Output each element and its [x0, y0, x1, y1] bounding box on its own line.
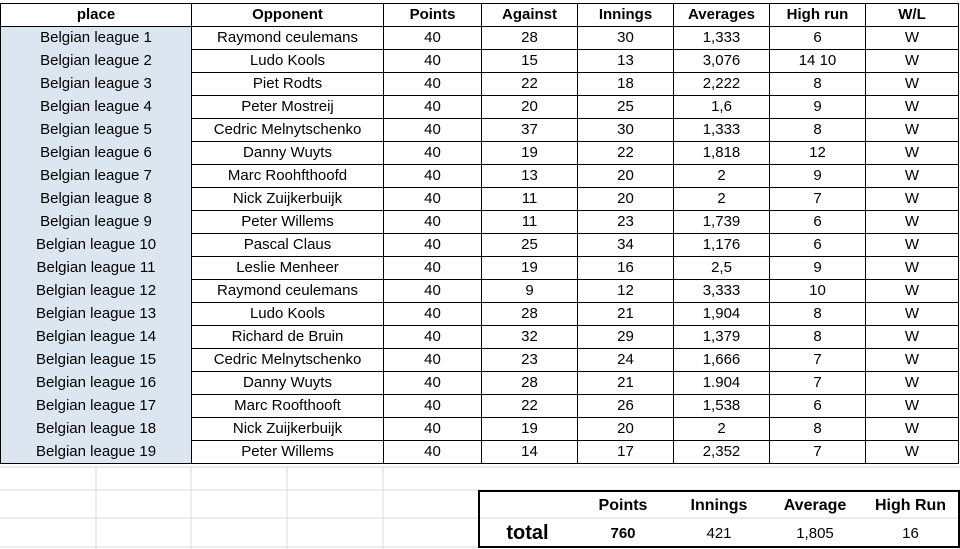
cell-innings[interactable]: 22 [578, 142, 674, 165]
cell-points[interactable]: 40 [384, 372, 482, 395]
totals-header-innings[interactable]: Innings [690, 497, 748, 514]
cell-place[interactable]: Belgian league 1 [1, 27, 192, 50]
cell-high-run[interactable]: 6 [770, 211, 866, 234]
table-row [1, 280, 959, 303]
cell-averages[interactable]: 1,6 [674, 96, 770, 119]
cell-opponent[interactable]: Peter Willems [192, 211, 384, 234]
cell-place[interactable]: Belgian league 11 [1, 257, 192, 280]
table-row [1, 50, 959, 73]
cell-averages[interactable]: 2,222 [674, 73, 770, 96]
cell-points[interactable]: 40 [384, 188, 482, 211]
cell-opponent[interactable]: Ludo Kools [192, 303, 384, 326]
cell-wl[interactable]: W [866, 303, 959, 326]
table-header-row [1, 4, 959, 27]
cell-averages[interactable]: 2,352 [674, 441, 770, 464]
totals-header-row [479, 491, 959, 520]
table-row [1, 257, 959, 280]
cell-opponent[interactable]: Raymond ceulemans [192, 280, 384, 303]
cell-averages[interactable]: 2 [674, 418, 770, 441]
cell-against[interactable]: 11 [482, 211, 578, 234]
cell-innings[interactable]: 12 [578, 280, 674, 303]
cell-averages[interactable]: 1,333 [674, 27, 770, 50]
cell-points[interactable]: 40 [384, 280, 482, 303]
cell-high-run[interactable]: 6 [770, 395, 866, 418]
cell-innings[interactable]: 26 [578, 395, 674, 418]
cell-averages[interactable]: 3,333 [674, 280, 770, 303]
cell-high-run[interactable]: 9 [770, 165, 866, 188]
header-place[interactable]: place [1, 4, 192, 27]
cell-wl[interactable]: W [866, 280, 959, 303]
cell-wl[interactable]: W [866, 418, 959, 441]
cell-points[interactable]: 40 [384, 165, 482, 188]
cell-innings[interactable]: 17 [578, 441, 674, 464]
cell-wl[interactable]: W [866, 165, 959, 188]
totals-table [478, 490, 960, 548]
cell-innings[interactable]: 30 [578, 119, 674, 142]
table-row [1, 372, 959, 395]
cell-opponent[interactable]: Peter Mostreij [192, 96, 384, 119]
cell-high-run[interactable]: 9 [770, 257, 866, 280]
cell-innings[interactable]: 21 [578, 303, 674, 326]
cell-averages[interactable]: 1,666 [674, 349, 770, 372]
cell-high-run[interactable]: 10 [770, 280, 866, 303]
table-row [1, 234, 959, 257]
totals-label[interactable]: total [506, 521, 549, 544]
cell-against[interactable]: 22 [482, 73, 578, 96]
cell-wl[interactable]: W [866, 395, 959, 418]
cell-wl[interactable]: W [866, 119, 959, 142]
cell-points[interactable]: 40 [384, 234, 482, 257]
cell-opponent[interactable]: Raymond ceulemans [192, 27, 384, 50]
totals-points-value[interactable]: 760 [610, 524, 636, 542]
cell-averages[interactable]: 2,5 [674, 257, 770, 280]
header-innings[interactable]: Innings [578, 4, 674, 27]
table-row [1, 441, 959, 464]
table-row [1, 119, 959, 142]
cell-points[interactable]: 40 [384, 395, 482, 418]
cell-high-run[interactable]: 9 [770, 96, 866, 119]
cell-high-run[interactable]: 6 [770, 234, 866, 257]
table-row [1, 96, 959, 119]
cell-against[interactable]: 9 [482, 280, 578, 303]
match-results-table [0, 3, 959, 464]
cell-innings[interactable]: 13 [578, 50, 674, 73]
cell-innings[interactable]: 21 [578, 372, 674, 395]
cell-wl[interactable]: W [866, 27, 959, 50]
table-row [1, 395, 959, 418]
totals-average-value[interactable]: 1,805 [796, 524, 834, 542]
cell-high-run[interactable]: 7 [770, 441, 866, 464]
cell-against[interactable]: 28 [482, 372, 578, 395]
cell-wl[interactable]: W [866, 234, 959, 257]
cell-opponent[interactable]: Piet Rodts [192, 73, 384, 96]
cell-innings[interactable]: 30 [578, 27, 674, 50]
cell-averages[interactable]: 1.904 [674, 372, 770, 395]
header-against[interactable]: Against [482, 4, 578, 27]
cell-high-run[interactable]: 6 [770, 27, 866, 50]
cell-points[interactable]: 40 [384, 257, 482, 280]
cell-points[interactable]: 40 [384, 119, 482, 142]
cell-opponent[interactable]: Danny Wuyts [192, 142, 384, 165]
table-row [1, 165, 959, 188]
cell-innings[interactable]: 23 [578, 211, 674, 234]
totals-header-high-run[interactable]: High Run [874, 497, 947, 514]
cell-opponent[interactable]: Leslie Menheer [192, 257, 384, 280]
header-wl[interactable]: W/L [866, 4, 959, 27]
cell-innings[interactable]: 24 [578, 349, 674, 372]
cell-wl[interactable]: W [866, 257, 959, 280]
cell-against[interactable]: 13 [482, 165, 578, 188]
cell-innings[interactable]: 29 [578, 326, 674, 349]
cell-against[interactable]: 32 [482, 326, 578, 349]
totals-high-run-value[interactable]: 16 [902, 524, 919, 542]
cell-points[interactable]: 40 [384, 303, 482, 326]
cell-high-run[interactable]: 8 [770, 119, 866, 142]
cell-points[interactable]: 40 [384, 418, 482, 441]
cell-against[interactable]: 19 [482, 257, 578, 280]
cell-high-run[interactable]: 8 [770, 303, 866, 326]
cell-against[interactable]: 37 [482, 119, 578, 142]
cell-place[interactable]: Belgian league 8 [1, 188, 192, 211]
cell-place[interactable]: Belgian league 17 [1, 395, 192, 418]
cell-opponent[interactable]: Cedric Melnytschenko [192, 119, 384, 142]
table-row [1, 142, 959, 165]
cell-place[interactable]: Belgian league 15 [1, 349, 192, 372]
cell-place[interactable]: Belgian league 14 [1, 326, 192, 349]
cell-place[interactable]: Belgian league 6 [1, 142, 192, 165]
cell-opponent[interactable]: Danny Wuyts [192, 372, 384, 395]
cell-against[interactable]: 11 [482, 188, 578, 211]
cell-points[interactable]: 40 [384, 96, 482, 119]
header-opponent[interactable]: Opponent [192, 4, 384, 27]
cell-opponent[interactable]: Nick Zuijkerbuijk [192, 418, 384, 441]
cell-averages[interactable]: 1,818 [674, 142, 770, 165]
cell-points[interactable]: 40 [384, 211, 482, 234]
cell-against[interactable]: 28 [482, 303, 578, 326]
cell-high-run[interactable]: 8 [770, 73, 866, 96]
cell-opponent[interactable]: Nick Zuijkerbuijk [192, 188, 384, 211]
cell-place[interactable]: Belgian league 3 [1, 73, 192, 96]
cell-innings[interactable]: 34 [578, 234, 674, 257]
cell-points[interactable]: 40 [384, 142, 482, 165]
cell-high-run[interactable]: 7 [770, 372, 866, 395]
cell-against[interactable]: 19 [482, 418, 578, 441]
cell-wl[interactable]: W [866, 50, 959, 73]
cell-place[interactable]: Belgian league 2 [1, 50, 192, 73]
cell-averages[interactable]: 1,176 [674, 234, 770, 257]
cell-against[interactable]: 23 [482, 349, 578, 372]
cell-against[interactable]: 19 [482, 142, 578, 165]
cell-high-run[interactable]: 8 [770, 326, 866, 349]
cell-innings[interactable]: 20 [578, 165, 674, 188]
cell-against[interactable]: 22 [482, 395, 578, 418]
cell-wl[interactable]: W [866, 96, 959, 119]
cell-against[interactable]: 20 [482, 96, 578, 119]
cell-high-run[interactable]: 12 [770, 142, 866, 165]
cell-points[interactable]: 40 [384, 73, 482, 96]
cell-high-run[interactable]: 14 10 [770, 50, 866, 73]
cell-place[interactable]: Belgian league 16 [1, 372, 192, 395]
header-high-run[interactable]: High run [770, 4, 866, 27]
cell-wl[interactable]: W [866, 441, 959, 464]
table-row [1, 418, 959, 441]
cell-averages[interactable]: 3,076 [674, 50, 770, 73]
cell-wl[interactable]: W [866, 349, 959, 372]
cell-averages[interactable]: 1,538 [674, 395, 770, 418]
cell-high-run[interactable]: 8 [770, 418, 866, 441]
table-row [1, 349, 959, 372]
cell-place[interactable]: Belgian league 12 [1, 280, 192, 303]
cell-opponent[interactable]: Ludo Kools [192, 50, 384, 73]
cell-points[interactable]: 40 [384, 441, 482, 464]
cell-place[interactable]: Belgian league 7 [1, 165, 192, 188]
cell-wl[interactable]: W [866, 211, 959, 234]
totals-corner-cell[interactable] [479, 491, 575, 520]
cell-opponent[interactable]: Peter Willems [192, 441, 384, 464]
header-points[interactable]: Points [384, 4, 482, 27]
totals-value-row [479, 520, 959, 547]
cell-high-run[interactable]: 7 [770, 188, 866, 211]
cell-against[interactable]: 28 [482, 27, 578, 50]
cell-averages[interactable]: 2 [674, 188, 770, 211]
cell-opponent[interactable]: Pascal Claus [192, 234, 384, 257]
cell-points[interactable]: 40 [384, 326, 482, 349]
cell-place[interactable]: Belgian league 19 [1, 441, 192, 464]
cell-against[interactable]: 15 [482, 50, 578, 73]
table-row [1, 73, 959, 96]
cell-wl[interactable]: W [866, 372, 959, 395]
cell-innings[interactable]: 20 [578, 418, 674, 441]
header-averages[interactable]: Averages [674, 4, 770, 27]
table-row [1, 211, 959, 234]
cell-place[interactable]: Belgian league 13 [1, 303, 192, 326]
cell-place[interactable]: Belgian league 9 [1, 211, 192, 234]
cell-place[interactable]: Belgian league 10 [1, 234, 192, 257]
totals-innings-value[interactable]: 421 [706, 524, 732, 542]
cell-place[interactable]: Belgian league 18 [1, 418, 192, 441]
cell-place[interactable]: Belgian league 5 [1, 119, 192, 142]
cell-averages[interactable]: 1,333 [674, 119, 770, 142]
cell-points[interactable]: 40 [384, 50, 482, 73]
cell-innings[interactable]: 18 [578, 73, 674, 96]
cell-place[interactable]: Belgian league 4 [1, 96, 192, 119]
cell-averages[interactable]: 2 [674, 165, 770, 188]
cell-points[interactable]: 40 [384, 349, 482, 372]
cell-high-run[interactable]: 7 [770, 349, 866, 372]
cell-wl[interactable]: W [866, 188, 959, 211]
cell-innings[interactable]: 20 [578, 188, 674, 211]
cell-against[interactable]: 14 [482, 441, 578, 464]
cell-wl[interactable]: W [866, 326, 959, 349]
table-row [1, 326, 959, 349]
totals-header-points[interactable]: Points [598, 497, 648, 514]
cell-averages[interactable]: 1,904 [674, 303, 770, 326]
cell-averages[interactable]: 1,379 [674, 326, 770, 349]
cell-opponent[interactable]: Richard de Bruin [192, 326, 384, 349]
cell-points[interactable]: 40 [384, 27, 482, 50]
cell-opponent[interactable]: Cedric Melnytschenko [192, 349, 384, 372]
cell-opponent[interactable]: Marc Roofthooft [192, 395, 384, 418]
cell-opponent[interactable]: Marc Roohfthoofd [192, 165, 384, 188]
cell-innings[interactable]: 16 [578, 257, 674, 280]
table-row [1, 303, 959, 326]
cell-averages[interactable]: 1,739 [674, 211, 770, 234]
cell-wl[interactable]: W [866, 142, 959, 165]
totals-header-average[interactable]: Average [783, 497, 847, 514]
cell-innings[interactable]: 25 [578, 96, 674, 119]
table-row [1, 188, 959, 211]
table-row [1, 27, 959, 50]
cell-wl[interactable]: W [866, 73, 959, 96]
cell-against[interactable]: 25 [482, 234, 578, 257]
